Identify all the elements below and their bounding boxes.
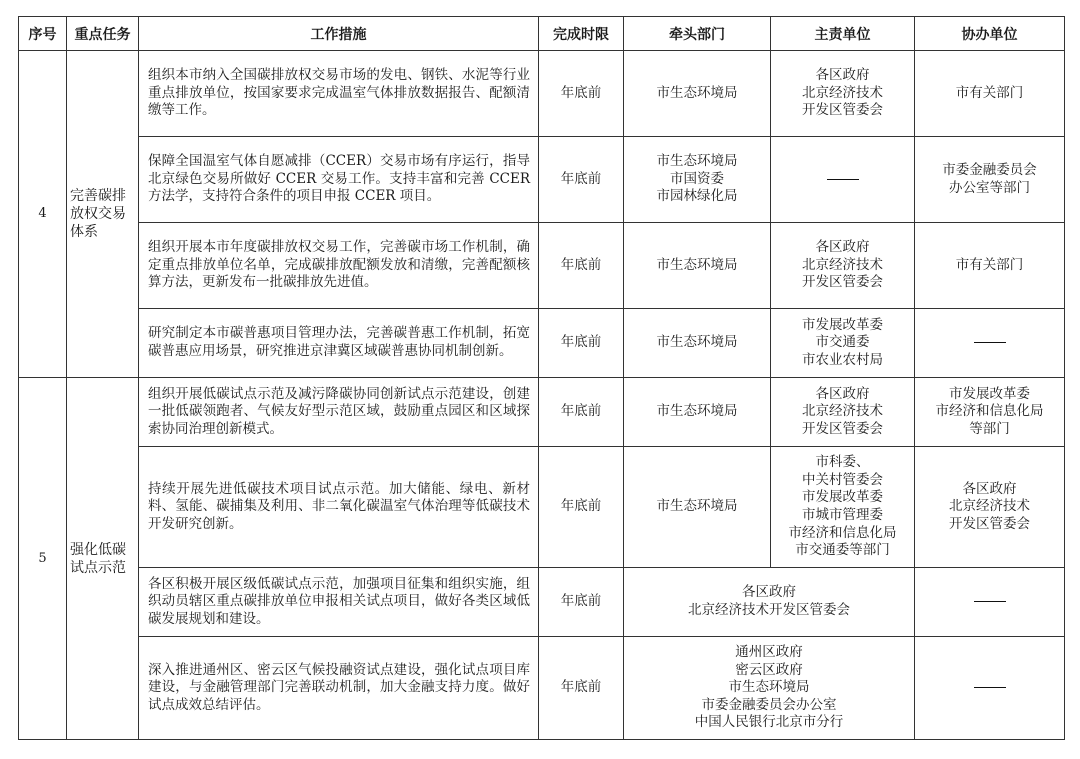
table-row [19, 51, 1065, 137]
main-cell: 市发展改革委 市交通委 市农业农村局 [771, 309, 915, 378]
assist-cell: 各区政府 北京经济技术 开发区管委会 [915, 447, 1065, 568]
main-cell: 各区政府 北京经济技术 开发区管委会 [771, 223, 915, 309]
seq-cell: 4 [19, 51, 67, 378]
task-cell: 完善碳排放权交易体系 [67, 51, 139, 378]
lead-cell: 市生态环境局 [624, 223, 771, 309]
deadline-cell: 年底前 [539, 51, 624, 137]
work-measures-table [18, 16, 1065, 740]
deadline-cell: 年底前 [539, 568, 624, 637]
lead-main-merged-cell: 各区政府 北京经济技术开发区管委会 [624, 568, 915, 637]
deadline-cell: 年底前 [539, 447, 624, 568]
header-main: 主责单位 [771, 17, 915, 51]
main-cell: 市科委、 中关村管委会 市发展改革委 市城市管理委 市经济和信息化局 市交通委等部门 [771, 447, 915, 568]
main-cell: 各区政府 北京经济技术 开发区管委会 [771, 378, 915, 447]
main-cell [771, 137, 915, 223]
table-row [19, 223, 1065, 309]
table-row [19, 378, 1065, 447]
seq-cell: 5 [19, 378, 67, 740]
main-cell: 各区政府 北京经济技术 开发区管委会 [771, 51, 915, 137]
lead-cell: 市生态环境局 [624, 309, 771, 378]
assist-cell [915, 637, 1065, 740]
deadline-cell: 年底前 [539, 223, 624, 309]
measure-cell: 组织开展本市年度碳排放权交易工作，完善碳市场工作机制，确定重点排放单位名单，完成碳排放配额发放和清缴，完善配额核算方法，更新发布一批碳排放先进值。 [139, 223, 539, 309]
header-deadline: 完成时限 [539, 17, 624, 51]
deadline-cell: 年底前 [539, 309, 624, 378]
lead-cell: 市生态环境局 [624, 447, 771, 568]
lead-main-merged-cell: 通州区政府 密云区政府 市生态环境局 市委金融委员会办公室 中国人民银行北京市分行 [624, 637, 915, 740]
table-row [19, 309, 1065, 378]
task-cell: 强化低碳试点示范 [67, 378, 139, 740]
header-row [19, 17, 1065, 51]
dash-mark [974, 601, 1006, 602]
dash-mark [974, 687, 1006, 688]
header-seq: 序号 [19, 17, 67, 51]
measure-cell: 组织本市纳入全国碳排放权交易市场的发电、钢铁、水泥等行业重点排放单位，按国家要求完成温室气体排放数据报告、配额清缴等工作。 [139, 51, 539, 137]
lead-cell: 市生态环境局 [624, 51, 771, 137]
deadline-cell: 年底前 [539, 137, 624, 223]
table-row [19, 137, 1065, 223]
deadline-cell: 年底前 [539, 637, 624, 740]
deadline-cell: 年底前 [539, 378, 624, 447]
assist-cell: 市有关部门 [915, 223, 1065, 309]
measure-cell: 组织开展低碳试点示范及减污降碳协同创新试点示范建设，创建一批低碳领跑者、气候友好型示范区域，鼓励重点园区和区域探索协同治理创新模式。 [139, 378, 539, 447]
lead-cell: 市生态环境局 市国资委 市园林绿化局 [624, 137, 771, 223]
header-measure: 工作措施 [139, 17, 539, 51]
assist-cell: 市发展改革委 市经济和信息化局 等部门 [915, 378, 1065, 447]
dash-mark [827, 179, 859, 180]
header-task: 重点任务 [67, 17, 139, 51]
header-assist: 协办单位 [915, 17, 1065, 51]
dash-mark [974, 342, 1006, 343]
assist-cell: 市有关部门 [915, 51, 1065, 137]
assist-cell [915, 568, 1065, 637]
header-lead: 牵头部门 [624, 17, 771, 51]
assist-cell [915, 309, 1065, 378]
measure-cell: 各区积极开展区级低碳试点示范，加强项目征集和组织实施，组织动员辖区重点碳排放单位申报相关试点项目，做好各类区域低碳发展规划和建设。 [139, 568, 539, 637]
measure-cell: 保障全国温室气体自愿减排（CCER）交易市场有序运行，指导北京绿色交易所做好 CCER 交易工作。支持丰富和完善 CCER 方法学，支持符合条件的项目申报 CCER 项目。 [139, 137, 539, 223]
table-row [19, 637, 1065, 740]
lead-cell: 市生态环境局 [624, 378, 771, 447]
measure-cell: 持续开展先进低碳技术项目试点示范。加大储能、绿电、新材料、氢能、碳捕集及利用、非二氧化碳温室气体治理等低碳技术开发研究创新。 [139, 447, 539, 568]
measure-cell: 深入推进通州区、密云区气候投融资试点建设，强化试点项目库建设，与金融管理部门完善联动机制，加大金融支持力度。做好试点成效总结评估。 [139, 637, 539, 740]
table-row [19, 447, 1065, 568]
assist-cell: 市委金融委员会 办公室等部门 [915, 137, 1065, 223]
table-row [19, 568, 1065, 637]
measure-cell: 研究制定本市碳普惠项目管理办法，完善碳普惠工作机制，拓宽碳普惠应用场景，研究推进京津冀区域碳普惠协同机制创新。 [139, 309, 539, 378]
